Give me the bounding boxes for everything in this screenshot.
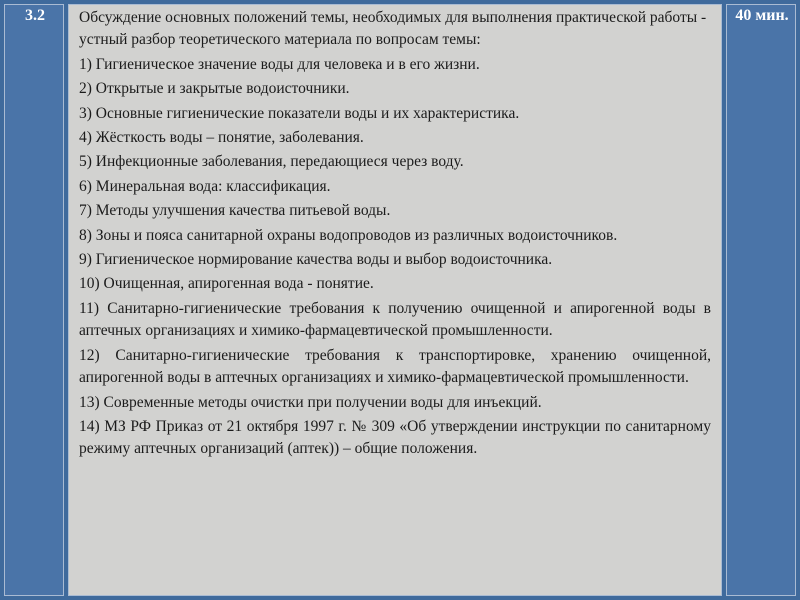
list-item: 12) Санитарно-гигиенические требования к транспортировке, хранению очищенной, апирогенной воды в аптечных организациях и химико-фармацевтической промышленности. [79,346,711,387]
duration-label: 40 мин. [735,7,789,24]
list-item: 11) Санитарно-гигиенические требования к получению очищенной и апирогенной воды в аптечных организациях и химико-фармацевтической промышленности. [79,299,711,340]
row-number-cell [4,4,64,596]
row-number: 3.2 [25,7,45,24]
list-item: 14) МЗ РФ Приказ от 21 октября 1997 г. № 309 «Об утверждении инструкции по санитарному режиму аптечных организаций (аптек)) – общие положения. [79,417,711,458]
list-item: 4) Жёсткость воды – понятие, заболевания. [79,129,364,147]
list-item: 5) Инфекционные заболевания, передающиеся через воду. [79,153,464,171]
content-cell [68,4,722,596]
list-item: 1) Гигиеническое значение воды для человека и в его жизни. [79,55,480,73]
list-item: 8) Зоны и пояса санитарной охраны водопроводов из различных водоисточников. [79,226,618,244]
list-item: 9) Гигиеническое нормирование качества воды и выбор водоисточника. [79,251,553,269]
list-item: 7) Методы улучшения качества питьевой воды. [79,202,391,220]
content-intro: Обсуждение основных положений темы, необходимых для выполнения практической работы - устный разбор теоретического материала по вопросам темы: [79,9,707,49]
list-item: 3) Основные гигиенические показатели воды и их характеристика. [79,104,520,122]
duration-cell [726,4,796,596]
list-item: 2) Открытые и закрытые водоисточники. [79,80,350,98]
list-item: 13) Современные методы очистки при получении воды для инъекций. [79,393,542,411]
list-item: 10) Очищенная, апирогенная вода - понятие. [79,275,374,293]
list-item: 6) Минеральная вода: классификация. [79,177,331,195]
